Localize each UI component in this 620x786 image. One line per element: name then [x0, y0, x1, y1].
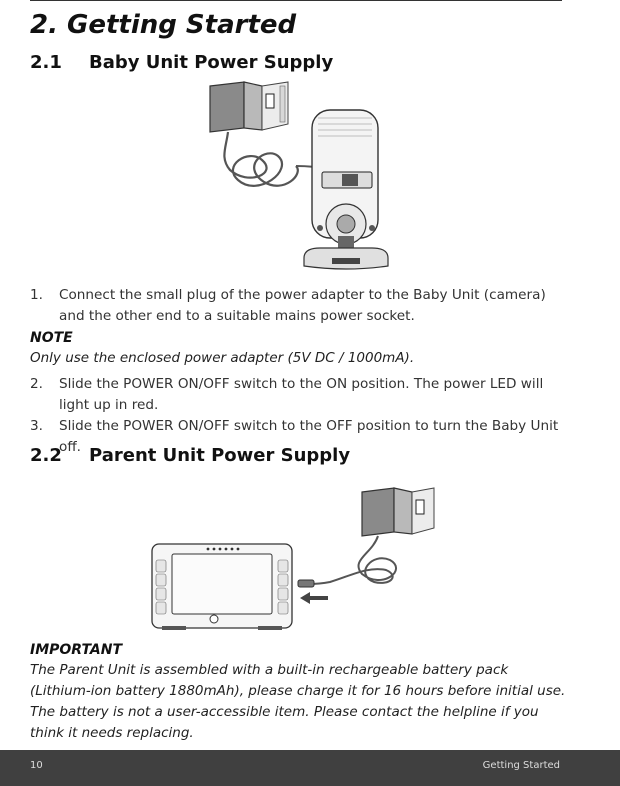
- power-adapter-icon: [362, 488, 434, 536]
- step-text: Slide the POWER ON/OFF switch to the ON position. The power LED will light up in red.: [59, 376, 544, 413]
- parent-unit-power-illustration: [150, 478, 440, 633]
- important-label: IMPORTANT: [30, 642, 123, 658]
- step-text: Connect the small plug of the power adapter to the Baby Unit (camera) and the other end to a suitable mains power socket.: [59, 287, 546, 324]
- power-adapter-icon: [210, 82, 288, 132]
- step-number: 3.: [30, 418, 43, 434]
- top-rule: [30, 0, 562, 1]
- note-label: NOTE: [30, 330, 73, 346]
- step-number: 2.: [30, 376, 43, 392]
- section-heading-parent-unit-power: [30, 445, 350, 466]
- step-number: 1.: [30, 287, 43, 303]
- step-2: [30, 374, 570, 416]
- step-text: Slide the POWER ON/OFF switch to the OFF position to turn the Baby Unit off.: [59, 418, 559, 455]
- baby-unit-power-illustration: [200, 78, 400, 283]
- section-number: 2.2: [30, 445, 62, 466]
- section-heading-baby-unit-power: [30, 52, 333, 73]
- section-title-text: Parent Unit Power Supply: [89, 445, 351, 466]
- important-text: The Parent Unit is assembled with a built-in rechargeable battery pack (Lithium-ion battery 1880mAh), please charge it for 16 hours before initial use. The battery is not a user-accessible item. Please contact the helpline if you think it needs replacing.: [30, 662, 566, 741]
- note-text: Only use the enclosed power adapter (5V DC / 1000mA).: [30, 350, 415, 366]
- chapter-title: 2. Getting Started: [30, 10, 297, 40]
- page-number: 10: [30, 760, 43, 771]
- step-1: [30, 285, 570, 327]
- baby-unit-camera-icon: [304, 110, 388, 269]
- page-footer: [0, 750, 620, 786]
- section-title-text: Baby Unit Power Supply: [89, 52, 334, 73]
- section-number: 2.1: [30, 52, 62, 73]
- parent-unit-monitor-icon: [152, 544, 292, 630]
- footer-section-title: Getting Started: [482, 760, 560, 771]
